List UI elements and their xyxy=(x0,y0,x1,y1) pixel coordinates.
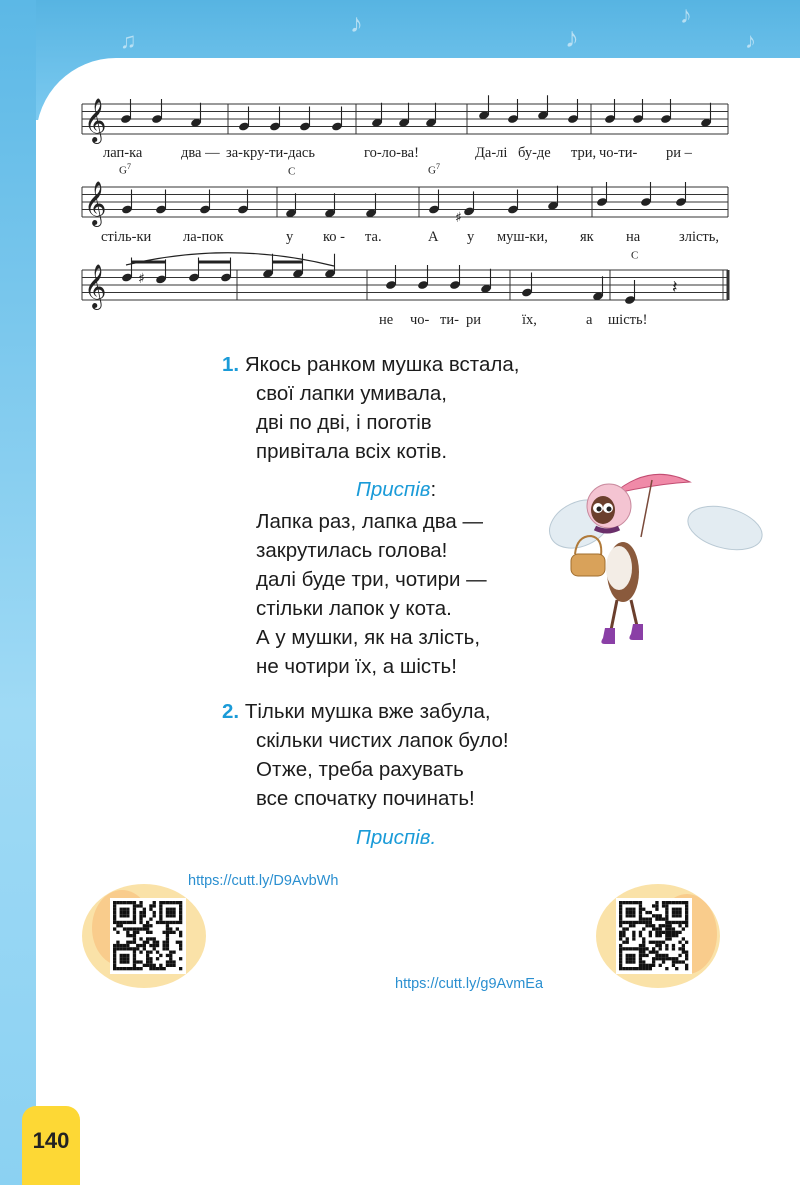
fly-with-umbrella-illustration xyxy=(545,462,785,657)
lyric-syllable: шість! xyxy=(608,312,648,328)
page-number: 140 xyxy=(32,1128,70,1153)
refrain-line: закрутилась голова! xyxy=(256,539,448,562)
qr-code-icon xyxy=(592,878,722,993)
verse-number: 2. xyxy=(222,700,240,723)
lyric-syllable: А xyxy=(428,229,439,245)
lyric-syllable: муш-ки, xyxy=(497,229,548,245)
chord-symbol: $G^7$ xyxy=(119,162,131,177)
verse-2 xyxy=(222,697,509,813)
verse-line: 1. Якось ранком мушка встала, xyxy=(222,353,520,376)
chord-symbol: $G^7$ xyxy=(428,162,440,177)
sharp-icon: ♯ xyxy=(455,210,462,226)
refrain-line: А у мушки, як на злість, xyxy=(256,626,481,649)
lyric-syllable: два — xyxy=(181,145,220,161)
sharp-icon: ♯ xyxy=(138,271,145,287)
music-note-icon: ♪ xyxy=(745,28,756,53)
lyric-syllable: у xyxy=(467,229,475,245)
lyric-syllable: го-ло-ва! xyxy=(364,145,419,161)
chord-symbol: C xyxy=(631,249,639,262)
lyric-syllable: не xyxy=(379,312,394,328)
refrain-line: стільки лапок у кота. xyxy=(256,597,452,620)
refrain-label: Приспів: xyxy=(356,478,437,501)
refrain-line: не чотири їх, а шість! xyxy=(256,655,457,678)
verse-line: свої лапки умивала, xyxy=(256,382,447,405)
refrain-line: Лапка раз, лапка два — xyxy=(256,510,484,533)
music-note-icon: ♫ xyxy=(120,28,137,53)
refrain-text xyxy=(256,507,487,681)
verse-line: привітала всіх котів. xyxy=(256,440,448,463)
music-note-icon: ♪ xyxy=(565,22,579,53)
chord-symbol: C xyxy=(288,165,296,178)
verse-number: 1. xyxy=(222,353,240,376)
lyric-syllable: ти- xyxy=(440,312,459,328)
verse-line: дві по дві, і поготів xyxy=(256,411,432,434)
lyric-syllable: чо-ти- xyxy=(599,145,638,161)
lyric-syllable: стіль-ки xyxy=(101,229,152,245)
link-1[interactable]: https://cutt.ly/D9AvbWh xyxy=(188,873,339,889)
verse-1 xyxy=(222,350,519,466)
music-note-icon: ♪ xyxy=(680,2,692,29)
lyric-syllable: ри xyxy=(466,312,482,328)
lyric-syllable: як xyxy=(580,229,594,245)
page-number-tab xyxy=(22,1106,80,1185)
treble-clef-icon: 𝄞 xyxy=(84,181,107,225)
lyric-syllable: ри – xyxy=(666,145,692,161)
qr-code-icon xyxy=(82,878,212,993)
music-note-icon: ♪ xyxy=(350,8,363,38)
lyric-syllable: бу-де xyxy=(518,145,551,161)
lyric-syllable: їх, xyxy=(522,312,537,328)
refrain-line: далі буде три, чотири — xyxy=(256,568,487,591)
lyric-syllable: на xyxy=(626,229,641,245)
qr-code-2[interactable] xyxy=(592,878,722,993)
verse-line: скільки чистих лапок було! xyxy=(256,729,509,752)
refrain-reference: Приспів. xyxy=(356,826,437,849)
lyric-syllable: та. xyxy=(365,229,382,245)
lyric-syllable: чо- xyxy=(410,312,430,328)
verse-line: Отже, треба рахувать xyxy=(256,758,464,781)
qr-code-1[interactable] xyxy=(82,878,212,993)
rest-icon: 𝄽 xyxy=(672,277,678,298)
lyric-syllable: лап-ка xyxy=(103,145,143,161)
lyric-syllable: а xyxy=(586,312,593,328)
lyric-syllable: злість, xyxy=(679,229,720,245)
link-2[interactable]: https://cutt.ly/g9AvmEa xyxy=(395,976,544,992)
verse-line: 2. Тільки мушка вже забула, xyxy=(222,700,491,723)
lyric-syllable: ко - xyxy=(323,229,346,245)
verse-line: все спочатку починать! xyxy=(256,787,475,810)
lyric-syllable: у xyxy=(286,229,294,245)
treble-clef-icon: 𝄞 xyxy=(84,98,107,142)
lyric-syllable: ла-пок xyxy=(183,229,224,245)
lyric-syllable: три, xyxy=(571,145,597,161)
treble-clef-icon: 𝄞 xyxy=(84,264,107,308)
lyric-syllable: Да-лі xyxy=(475,145,508,161)
lyric-syllable: за-кру-ти-дась xyxy=(226,145,315,161)
